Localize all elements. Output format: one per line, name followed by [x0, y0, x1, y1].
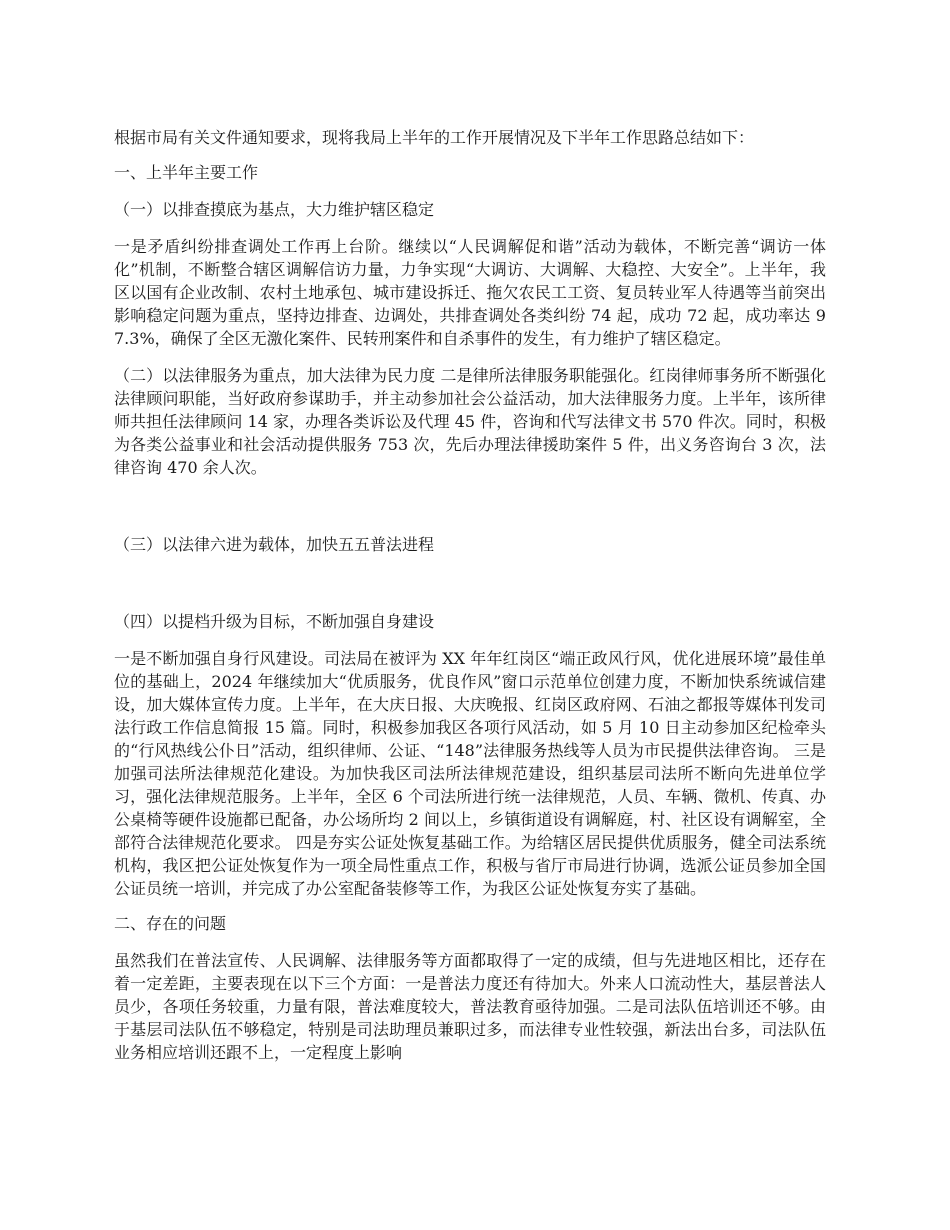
section1-heading: 一、上半年主要工作 [114, 163, 259, 182]
subsection4-heading: （四）以提档升级为目标，不断加强自身建设 [114, 612, 435, 631]
subsection1-paragraph: 一是矛盾纠纷排查调处工作再上台阶。继续以“人民调解促和谐”活动为载体，不断完善“调访一体化”机制，不断整合辖区调解信访力量，力争实现“大调访、大调解、大稳控、大安全”。上半年，我区以国有企业改制、农村土地承包、城市建设拆迁、拖欠农民工工资、复员转业军人待遇等当前突出影响稳定问题为重点，坚持边排查、边调处，共排查调处各类纠纷 74 起，成功 72 起，成功率达 97.3%，确保了全区无激化案件、民转刑案件和自杀事件的发生，有力维护了辖区稳定。 [114, 237, 826, 348]
subsection4-paragraph: 一是不断加强自身行风建设。司法局在被评为 XX 年年红岗区“端正政风行风，优化进展环境”最佳单位的基础上，2024 年继续加大“优质服务，优良作风”窗口示范单位创建力度，不断加快系统诚信建设，加大媒体宣传力度。上半年，在大庆日报、大庆晚报、红岗区政府网、石油之都报等媒体刊发司法行政工作信息简报 15 篇。同时，积极参加我区各项行风活动，如 5 月 10 日主动参加区纪检牵头的“行风热线公仆日”活动，组织律师、公证、“148”法律服务热线等人员为市民提供法律咨询。 三是加强司法所法律规范化建设。为加快我区司法所法律规范建设，组织基层司法所不断向先进单位学习，强化法律规范服务。上半年，全区 6 个司法所进行统一法律规范，人员、车辆、微机、传真、办公桌椅等硬件设施都已配备，办公场所均 2 间以上，乡镇街道设有调解庭，村、社区设有调解室，全部符合法律规范化要求。 四是夯实公证处恢复基础工作。为给辖区居民提供优质服务，健全司法系统机构，我区把公证处恢复作为一项全局性重点工作，积极与省厅市局进行协调，选派公证员参加全国公证员统一培训，并完成了办公室配备装修等工作，为我区公证处恢复夯实了基础。 [114, 649, 826, 898]
intro-paragraph: 根据市局有关文件通知要求，现将我局上半年的工作开展情况及下半年工作思路总结如下： [114, 128, 755, 147]
document-body [114, 126, 826, 1064]
section2-paragraph: 虽然我们在普法宣传、人民调解、法律服务等方面都取得了一定的成绩，但与先进地区相比，还存在着一定差距，主要表现在以下三个方面：一是普法力度还有待加大。外来人口流动性大，基层普法人员少，各项任务较重，力量有限，普法难度较大，普法教育亟待加强。二是司法队伍培训还不够。由于基层司法队伍不够稳定，特别是司法助理员兼职过多，而法律专业性较强，新法出台多，司法队伍业务相应培训还跟不上，一定程度上影响 [114, 951, 826, 1062]
subsection3-heading: （三）以法律六进为载体，加快五五普法进程 [114, 535, 435, 554]
subsection1-heading: （一）以排查摸底为基点，大力维护辖区稳定 [114, 200, 435, 219]
section2-heading: 二、存在的问题 [114, 914, 227, 933]
subsection2-paragraph: （二）以法律服务为重点，加大法律为民力度 二是律所法律服务职能强化。红岗律师事务所不断强化法律顾问职能，当好政府参谋助手，并主动参加社会公益活动，加大法律服务力度。上半年，该所律师共担任法律顾问 14 家，办理各类诉讼及代理 45 件，咨询和代写法律文书 570 件次。同时，积极为各类公益事业和社会活动提供服务 753 次，先后办理法律援助案件 5 件，出义务咨询台 3 次，法律咨询 470 余人次。 [114, 366, 826, 477]
